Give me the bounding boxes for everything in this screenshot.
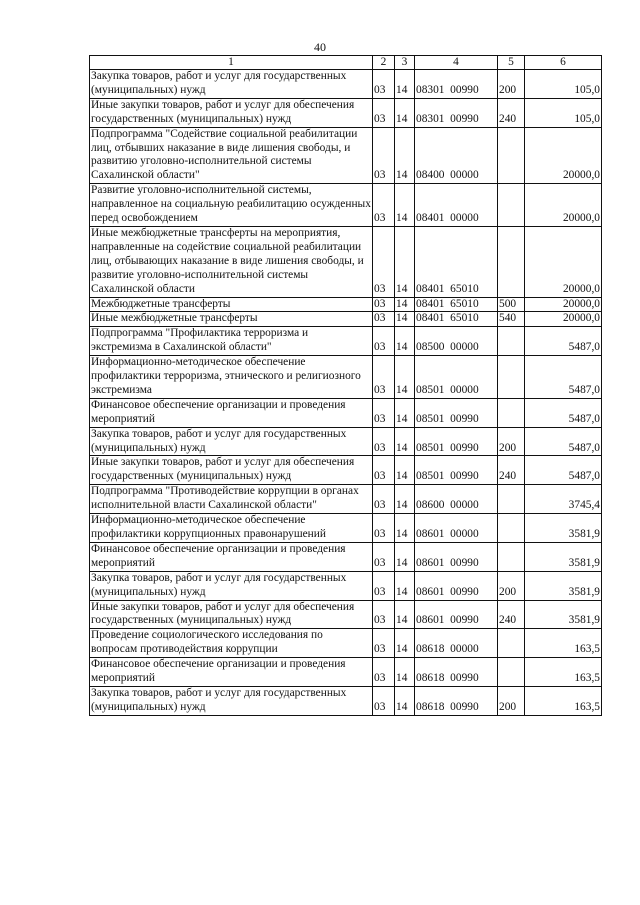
table-body bbox=[90, 70, 602, 716]
row-amount-cell: 20000,0 bbox=[525, 312, 602, 327]
header-col-5: 5 bbox=[498, 56, 525, 70]
row-subsection-cell: 14 bbox=[395, 600, 415, 629]
row-target-article-cell: 08500 00000 bbox=[415, 327, 498, 356]
row-expense-type-cell bbox=[498, 226, 525, 297]
row-section-cell: 03 bbox=[373, 226, 395, 297]
row-target-article-cell: 08501 00990 bbox=[415, 427, 498, 456]
table-header bbox=[90, 56, 602, 70]
row-amount-cell: 20000,0 bbox=[525, 184, 602, 227]
row-expense-type-cell: 200 bbox=[498, 571, 525, 600]
row-subsection-cell: 14 bbox=[395, 98, 415, 127]
row-target-article-cell: 08601 00990 bbox=[415, 571, 498, 600]
row-expense-type-cell bbox=[498, 327, 525, 356]
row-name-cell: Подпрограмма "Противодействие коррупции в органах исполнительной власти Сахалинской области" bbox=[90, 485, 373, 514]
table-row bbox=[90, 658, 602, 687]
row-name-cell: Финансовое обеспечение организации и проведения мероприятий bbox=[90, 542, 373, 571]
row-target-article-cell: 08501 00990 bbox=[415, 398, 498, 427]
row-expense-type-cell: 500 bbox=[498, 297, 525, 312]
table-row bbox=[90, 398, 602, 427]
table-row bbox=[90, 312, 602, 327]
page-number: 40 bbox=[314, 40, 326, 54]
row-subsection-cell: 14 bbox=[395, 456, 415, 485]
row-section-cell: 03 bbox=[373, 312, 395, 327]
row-name-cell: Иные межбюджетные трансферты на мероприятия, направленные на содействие социальной реабилитации лиц, отбывающих наказание в виде лишения свободы, и развитие уголовно-исполнительной системы Сахалинской области bbox=[90, 226, 373, 297]
row-amount-cell: 20000,0 bbox=[525, 127, 602, 184]
row-expense-type-cell bbox=[498, 485, 525, 514]
row-expense-type-cell: 540 bbox=[498, 312, 525, 327]
row-section-cell: 03 bbox=[373, 600, 395, 629]
row-section-cell: 03 bbox=[373, 356, 395, 399]
header-col-1: 1 bbox=[90, 56, 373, 70]
row-name-cell: Закупка товаров, работ и услуг для государственных (муниципальных) нужд bbox=[90, 686, 373, 715]
row-name-cell: Подпрограмма "Содействие социальной реабилитации лиц, отбывших наказание в виде лишения свободы, и развитию уголовно-исполнительной системы Сахалинской области" bbox=[90, 127, 373, 184]
table-row bbox=[90, 98, 602, 127]
row-name-cell: Информационно-методическое обеспечение профилактики коррупционных правонарушений bbox=[90, 514, 373, 543]
table-row bbox=[90, 514, 602, 543]
row-subsection-cell: 14 bbox=[395, 312, 415, 327]
row-target-article-cell: 08401 00000 bbox=[415, 184, 498, 227]
row-expense-type-cell bbox=[498, 184, 525, 227]
table-row bbox=[90, 327, 602, 356]
row-section-cell: 03 bbox=[373, 398, 395, 427]
row-target-article-cell: 08400 00000 bbox=[415, 127, 498, 184]
row-subsection-cell: 14 bbox=[395, 542, 415, 571]
table-row bbox=[90, 297, 602, 312]
row-amount-cell: 3581,9 bbox=[525, 600, 602, 629]
row-amount-cell: 5487,0 bbox=[525, 398, 602, 427]
row-expense-type-cell bbox=[498, 398, 525, 427]
row-subsection-cell: 14 bbox=[395, 485, 415, 514]
row-expense-type-cell bbox=[498, 658, 525, 687]
row-subsection-cell: 14 bbox=[395, 514, 415, 543]
row-name-cell: Иные закупки товаров, работ и услуг для обеспечения государственных (муниципальных) нужд bbox=[90, 456, 373, 485]
table-row bbox=[90, 600, 602, 629]
row-name-cell: Финансовое обеспечение организации и проведения мероприятий bbox=[90, 658, 373, 687]
row-name-cell: Закупка товаров, работ и услуг для государственных (муниципальных) нужд bbox=[90, 427, 373, 456]
table-row bbox=[90, 184, 602, 227]
row-expense-type-cell bbox=[498, 514, 525, 543]
budget-table bbox=[89, 55, 602, 716]
row-section-cell: 03 bbox=[373, 686, 395, 715]
row-subsection-cell: 14 bbox=[395, 297, 415, 312]
row-expense-type-cell: 240 bbox=[498, 98, 525, 127]
row-expense-type-cell: 240 bbox=[498, 600, 525, 629]
row-section-cell: 03 bbox=[373, 98, 395, 127]
row-amount-cell: 20000,0 bbox=[525, 297, 602, 312]
row-target-article-cell: 08618 00990 bbox=[415, 658, 498, 687]
header-col-3: 3 bbox=[395, 56, 415, 70]
table-row bbox=[90, 356, 602, 399]
row-target-article-cell: 08301 00990 bbox=[415, 98, 498, 127]
row-subsection-cell: 14 bbox=[395, 127, 415, 184]
row-subsection-cell: 14 bbox=[395, 327, 415, 356]
row-name-cell: Финансовое обеспечение организации и проведения мероприятий bbox=[90, 398, 373, 427]
row-subsection-cell: 14 bbox=[395, 658, 415, 687]
row-amount-cell: 105,0 bbox=[525, 70, 602, 99]
row-amount-cell: 5487,0 bbox=[525, 327, 602, 356]
table-row bbox=[90, 456, 602, 485]
row-target-article-cell: 08601 00990 bbox=[415, 542, 498, 571]
row-expense-type-cell bbox=[498, 356, 525, 399]
row-name-cell: Иные закупки товаров, работ и услуг для обеспечения государственных (муниципальных) нужд bbox=[90, 600, 373, 629]
row-section-cell: 03 bbox=[373, 70, 395, 99]
row-target-article-cell: 08501 00000 bbox=[415, 356, 498, 399]
row-target-article-cell: 08618 00000 bbox=[415, 629, 498, 658]
row-target-article-cell: 08501 00990 bbox=[415, 456, 498, 485]
header-row bbox=[90, 56, 602, 70]
row-expense-type-cell: 200 bbox=[498, 427, 525, 456]
table-row bbox=[90, 226, 602, 297]
row-name-cell: Информационно-методическое обеспечение профилактики терроризма, этнического и религиозного экстремизма bbox=[90, 356, 373, 399]
row-subsection-cell: 14 bbox=[395, 686, 415, 715]
row-section-cell: 03 bbox=[373, 327, 395, 356]
row-subsection-cell: 14 bbox=[395, 226, 415, 297]
table-row bbox=[90, 485, 602, 514]
header-col-2: 2 bbox=[373, 56, 395, 70]
row-subsection-cell: 14 bbox=[395, 427, 415, 456]
row-section-cell: 03 bbox=[373, 514, 395, 543]
table-row bbox=[90, 571, 602, 600]
header-col-6: 6 bbox=[525, 56, 602, 70]
table-row bbox=[90, 127, 602, 184]
row-amount-cell: 163,5 bbox=[525, 658, 602, 687]
row-amount-cell: 5487,0 bbox=[525, 427, 602, 456]
row-section-cell: 03 bbox=[373, 485, 395, 514]
header-col-4: 4 bbox=[415, 56, 498, 70]
row-target-article-cell: 08301 00990 bbox=[415, 70, 498, 99]
row-amount-cell: 163,5 bbox=[525, 686, 602, 715]
row-section-cell: 03 bbox=[373, 127, 395, 184]
row-section-cell: 03 bbox=[373, 542, 395, 571]
row-target-article-cell: 08601 00000 bbox=[415, 514, 498, 543]
row-target-article-cell: 08600 00000 bbox=[415, 485, 498, 514]
row-name-cell: Подпрограмма "Профилактика терроризма и экстремизма в Сахалинской области" bbox=[90, 327, 373, 356]
row-amount-cell: 163,5 bbox=[525, 629, 602, 658]
row-name-cell: Закупка товаров, работ и услуг для государственных (муниципальных) нужд bbox=[90, 571, 373, 600]
row-amount-cell: 3745,4 bbox=[525, 485, 602, 514]
row-target-article-cell: 08401 65010 bbox=[415, 226, 498, 297]
table-row bbox=[90, 427, 602, 456]
row-target-article-cell: 08601 00990 bbox=[415, 600, 498, 629]
row-name-cell: Закупка товаров, работ и услуг для государственных (муниципальных) нужд bbox=[90, 70, 373, 99]
row-amount-cell: 3581,9 bbox=[525, 514, 602, 543]
row-amount-cell: 20000,0 bbox=[525, 226, 602, 297]
row-section-cell: 03 bbox=[373, 658, 395, 687]
table-row bbox=[90, 686, 602, 715]
row-expense-type-cell bbox=[498, 629, 525, 658]
row-subsection-cell: 14 bbox=[395, 398, 415, 427]
row-target-article-cell: 08401 65010 bbox=[415, 297, 498, 312]
row-name-cell: Развитие уголовно-исполнительной системы, направленное на социальную реабилитацию осужденных перед освобождением bbox=[90, 184, 373, 227]
table-row bbox=[90, 70, 602, 99]
row-expense-type-cell bbox=[498, 542, 525, 571]
row-section-cell: 03 bbox=[373, 297, 395, 312]
row-section-cell: 03 bbox=[373, 427, 395, 456]
table-row bbox=[90, 542, 602, 571]
table-row bbox=[90, 629, 602, 658]
row-name-cell: Иные закупки товаров, работ и услуг для обеспечения государственных (муниципальных) нужд bbox=[90, 98, 373, 127]
row-subsection-cell: 14 bbox=[395, 356, 415, 399]
row-amount-cell: 3581,9 bbox=[525, 542, 602, 571]
row-section-cell: 03 bbox=[373, 571, 395, 600]
row-amount-cell: 5487,0 bbox=[525, 356, 602, 399]
row-section-cell: 03 bbox=[373, 629, 395, 658]
row-amount-cell: 105,0 bbox=[525, 98, 602, 127]
row-section-cell: 03 bbox=[373, 456, 395, 485]
row-expense-type-cell: 240 bbox=[498, 456, 525, 485]
row-expense-type-cell: 200 bbox=[498, 686, 525, 715]
row-subsection-cell: 14 bbox=[395, 70, 415, 99]
row-target-article-cell: 08401 65010 bbox=[415, 312, 498, 327]
row-expense-type-cell bbox=[498, 127, 525, 184]
row-subsection-cell: 14 bbox=[395, 184, 415, 227]
row-name-cell: Проведение социологического исследования по вопросам противодействия коррупции bbox=[90, 629, 373, 658]
row-amount-cell: 5487,0 bbox=[525, 456, 602, 485]
row-subsection-cell: 14 bbox=[395, 629, 415, 658]
row-section-cell: 03 bbox=[373, 184, 395, 227]
row-name-cell: Межбюджетные трансферты bbox=[90, 297, 373, 312]
row-amount-cell: 3581,9 bbox=[525, 571, 602, 600]
row-expense-type-cell: 200 bbox=[498, 70, 525, 99]
row-target-article-cell: 08618 00990 bbox=[415, 686, 498, 715]
row-subsection-cell: 14 bbox=[395, 571, 415, 600]
row-name-cell: Иные межбюджетные трансферты bbox=[90, 312, 373, 327]
